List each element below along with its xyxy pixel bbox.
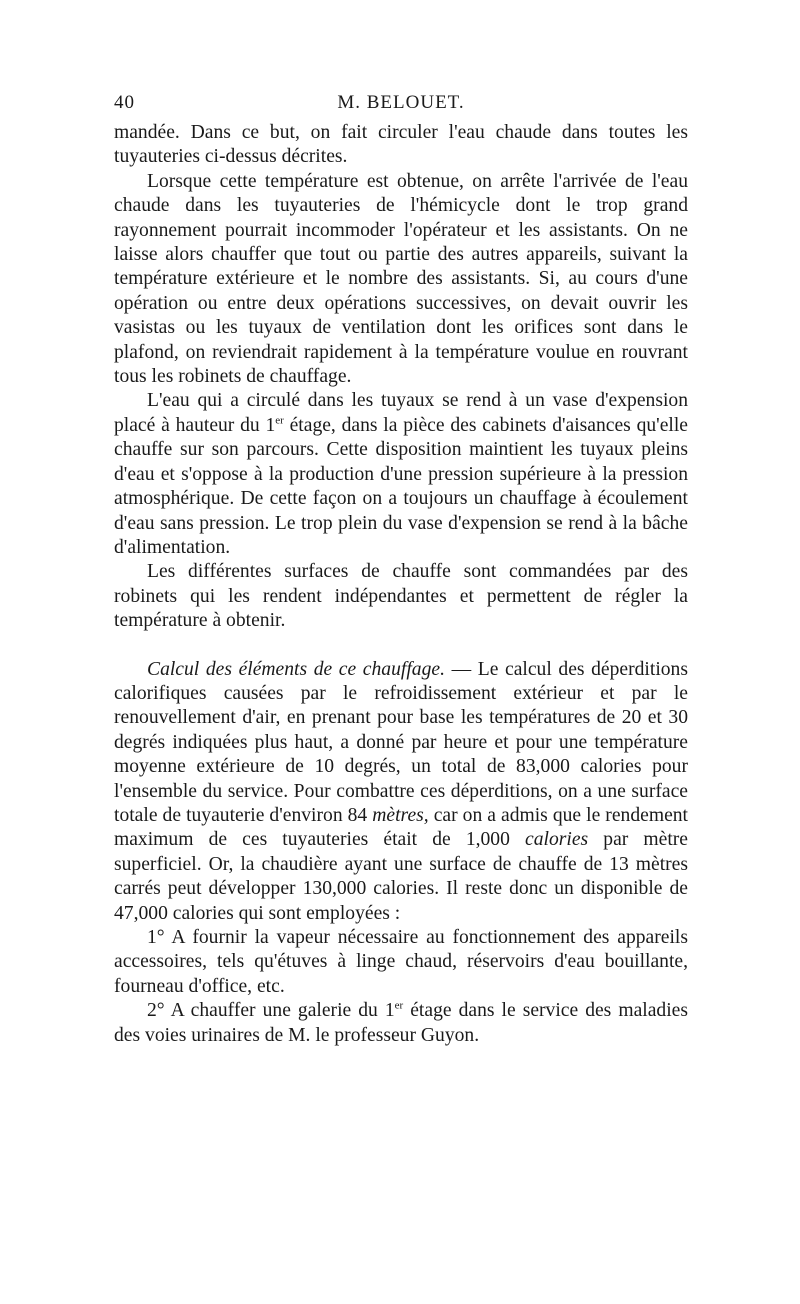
section-heading: Calcul des éléments de ce chauffage. xyxy=(147,658,445,680)
running-header xyxy=(114,92,688,116)
paragraph-heating-surfaces: Les différentes surfaces de chauffe sont commandées par des robinets qui les rendent indépendantes et permettent de régler la température à obtenir. xyxy=(114,561,688,632)
text-run: 2° A chauffer une galerie du 1 xyxy=(147,1000,395,1022)
paragraph-calculation xyxy=(114,658,688,926)
page-body xyxy=(114,121,688,1048)
paragraph-continuation: mandée. Dans ce but, on fait circuler l'eau chaude dans toutes les tuyauteries ci-dessus décrites. xyxy=(114,122,688,168)
text-run: — Le calcul des déperditions calorifiques causées par le refroidissement extérieur et par le renouvellement d'air, en prenant pour base les températures de 20 et 30 degrés indiquées plus haut, a donné par heure et pour une température moyenne extérieure de 10 degrés, un total de 83,000 calories pour l'ensemble du service. Pour combattre ces déperditions, on a une surface totale de tuyauterie d'environ 84 xyxy=(114,658,688,826)
text-run: étage dans le service des maladies des voies urinaires de M. le professeur Guyon. xyxy=(114,1000,688,1046)
paragraph-expansion-vessel xyxy=(114,389,688,560)
text-run: L'eau qui a circulé dans les tuyaux se rend à un vase d'expension placé à hauteur du 1 xyxy=(114,390,688,436)
superscript: er xyxy=(275,414,284,427)
paragraph-item-2 xyxy=(114,999,688,1048)
italic-calories: calories xyxy=(525,829,589,851)
text-run: étage, dans la pièce des cabinets d'aisances qu'elle chauffe sur son parcours. Cette disposition maintient les tuyaux pleins d'eau et s'oppose à la production d'une pression supérieure à la pression atmosphérique. De cette façon on a toujours un chauffage à écoulement d'eau sans pression. Le trop plein du vase d'expension se rend à la bâche d'alimentation. xyxy=(114,414,688,558)
text-run: car on a admis que le rendement maximum de ces tuyauteries était de 1,000 xyxy=(114,804,689,851)
paragraph-item-1: 1° A fournir la vapeur nécessaire au fonctionnement des appareils accessoires, tels qu'étuves à linge chaud, réservoirs d'eau bouillante, fourneau d'office, etc. xyxy=(114,927,688,997)
text-run: par mètre superficiel. Or, la chaudière ayant une surface de chauffe de 13 mètres carrés peut développer 130,000 calories. Il reste donc un disponible de 47,000 calories qui sont employées : xyxy=(114,829,689,924)
italic-metres: mètres, xyxy=(372,804,429,826)
running-title: M. BELOUET. xyxy=(337,92,465,113)
page-number: 40 xyxy=(114,92,135,113)
superscript: er xyxy=(394,999,404,1012)
paragraph-temperature: Lorsque cette température est obtenue, on arrête l'arrivée de l'eau chaude dans les tuyauteries de l'hémicycle dont le trop grand rayonnement pourrait incommoder l'opérateur et les assistants. On ne laisse alors chauffer que tout ou partie des autres appareils, suivant la température extérieure et le nombre des assistants. Si, au cours d'une opération ou entre deux opérations successives, on devait ouvrir les vasistas ou les tuyaux de ventilation dont les orifices sont dans le plafond, on reviendrait rapidement à la température voulue en rouvrant tous les robinets de chauffage. xyxy=(114,170,688,388)
